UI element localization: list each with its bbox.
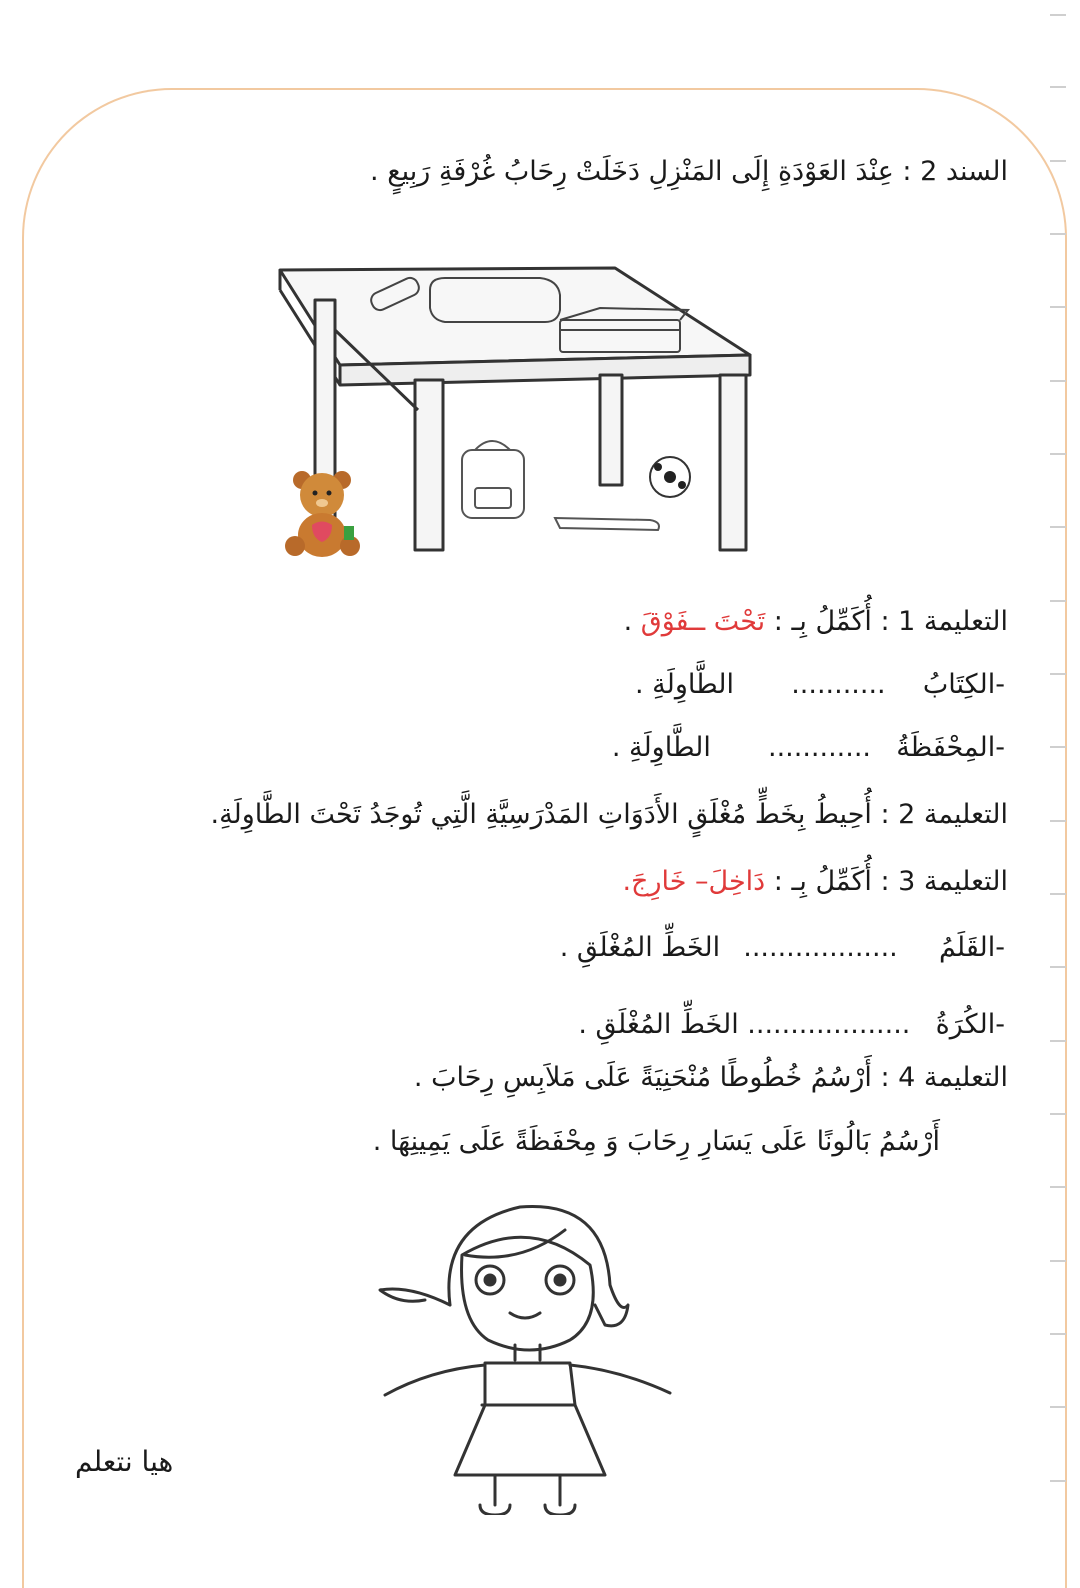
instruction-4b: أَرْسُمُ بَالُونًا عَلَى يَسَارِ رِحَابَ وَ مِحْفَظَةً عَلَى يَمِينِهَا . — [372, 1126, 940, 1157]
fill-3a — [560, 928, 1005, 968]
instruction-2: التعليمة 2 : أُحِيطُ بِخَطٍّ مُغْلَقٍ الأَدَوَاتِ المَدْرَسِيَّةِ الَّتِي تُوجَدُ تَحْتَ الطَّاوِلَةِ. — [210, 799, 1008, 830]
fill-1b-noun: -المِحْفَظَةُ — [896, 732, 1005, 763]
instruction-4: التعليمة 4 : أَرْسُمُ خُطُوطًا مُنْحَنِيَةً عَلَى مَلاَبِسِ رِحَابَ . — [413, 1062, 1008, 1093]
pen-icon — [555, 518, 659, 530]
instruction-1 — [624, 602, 1008, 642]
fill-1a-noun: -الكِتَابُ — [922, 669, 1005, 700]
instruction-1-label: التعليمة 1 : أُكَمِّلُ بِـ : — [773, 606, 1008, 637]
schoolbag-icon — [462, 441, 524, 518]
margin-ticks — [1046, 0, 1066, 1527]
fill-1b — [612, 728, 1005, 768]
fill-1a-object: الطَّاوِلَةِ . — [635, 669, 735, 700]
teddy-bear-icon — [285, 471, 360, 557]
instruction-3 — [622, 862, 1008, 902]
sanad-text: السند 2 : عِنْدَ العَوْدَةِ إِلَى المَنْزِلِ دَخَلَتْ رِحَابُ غُرْفَةِ رَبِيعٍ . — [370, 156, 1008, 187]
fill-1a — [635, 665, 1005, 705]
fill-3b — [578, 1005, 1005, 1045]
fill-1a-blank[interactable]: ........... — [791, 669, 886, 700]
instruction-3-label: التعليمة 3 : أُكَمِّلُ بِـ : — [773, 866, 1008, 897]
fill-3a-blank[interactable]: .................. — [743, 932, 898, 963]
fill-3b-object: الخَطِّ المُغْلَقِ . — [578, 1009, 739, 1040]
footer-brand: هيا نتعلم — [75, 1445, 174, 1478]
instruction-3-options: دَاخِلَ– خَارِجَ. — [622, 866, 766, 897]
fill-3a-noun: -القَلَمُ — [938, 932, 1005, 963]
ball-icon — [650, 457, 690, 497]
instruction-1-options: تَحْتَ ــفَوْقَ — [640, 606, 766, 637]
fill-3a-object: الخَطِّ المُغْلَقِ . — [559, 932, 721, 963]
fill-3b-noun: -الكُرَةُ — [935, 1009, 1005, 1040]
girl-illustration — [370, 1195, 690, 1515]
instruction-1-end: . — [623, 606, 633, 637]
fill-1b-object: الطَّاوِلَةِ . — [611, 732, 711, 763]
table-illustration — [270, 250, 770, 570]
fill-3b-blank[interactable]: ................... — [747, 1009, 911, 1040]
fill-1b-blank[interactable]: ............ — [768, 732, 872, 763]
